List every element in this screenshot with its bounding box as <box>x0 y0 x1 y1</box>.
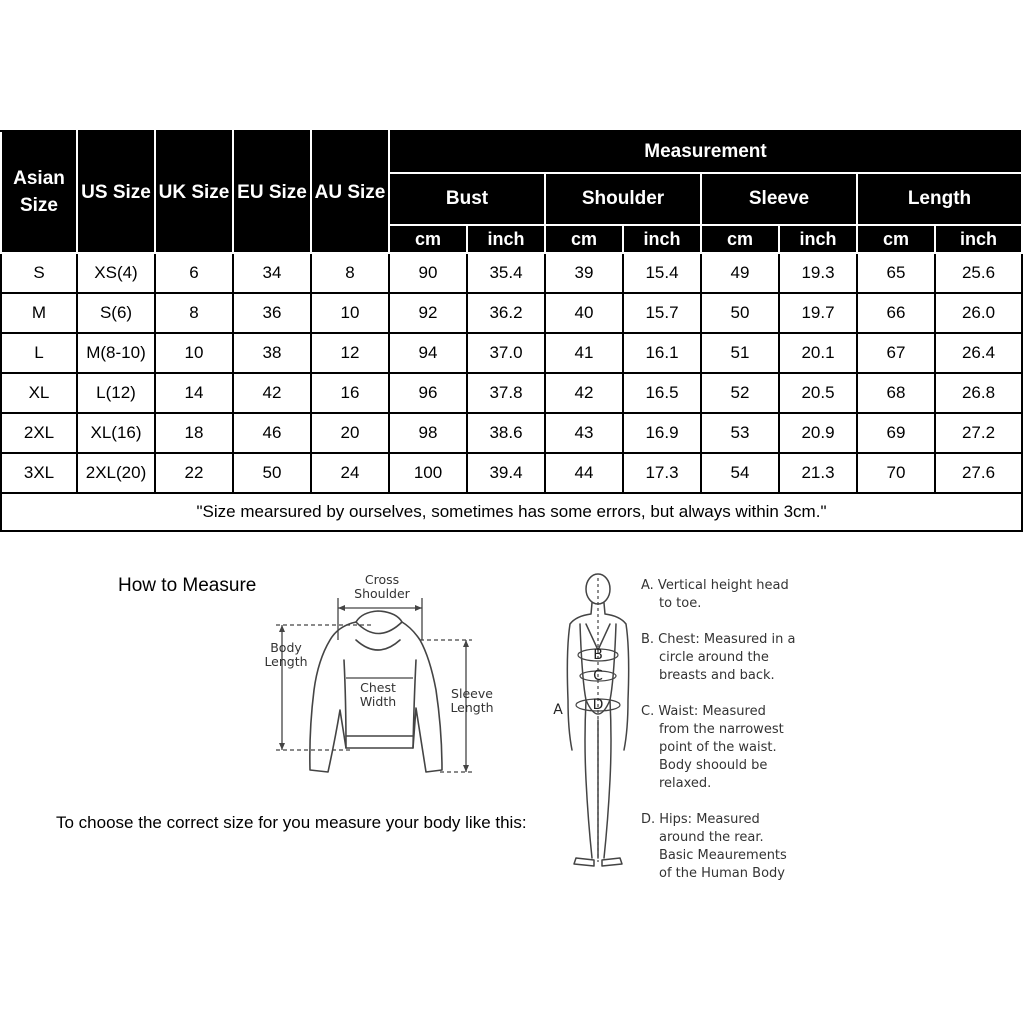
note-d <box>641 811 787 883</box>
table-cell: 15.7 <box>623 293 701 333</box>
table-cell: XL(16) <box>77 413 155 453</box>
table-cell: XL <box>1 373 77 413</box>
table-cell: 19.7 <box>779 293 857 333</box>
label-chest-width: Chest Width <box>359 680 397 709</box>
note-b-line: B. Chest: Measured in a <box>641 632 796 647</box>
table-cell: 38 <box>233 333 311 373</box>
table-cell: 8 <box>155 293 233 333</box>
table-cell: XS(4) <box>77 253 155 293</box>
table-cell: 92 <box>389 293 467 333</box>
note-c <box>641 703 784 793</box>
table-cell: 2XL(20) <box>77 453 155 493</box>
table-cell: 14 <box>155 373 233 413</box>
header-unit: inch <box>623 225 701 253</box>
header-unit: cm <box>545 225 623 253</box>
header-unit: cm <box>701 225 779 253</box>
table-cell: 20.9 <box>779 413 857 453</box>
header-eu-size: EU Size <box>233 131 311 253</box>
table-cell: 26.8 <box>935 373 1022 413</box>
table-cell: L <box>1 333 77 373</box>
table-cell: 6 <box>155 253 233 293</box>
table-cell: 36 <box>233 293 311 333</box>
label-sleeve-length: Sleeve Length <box>450 686 494 715</box>
table-cell: 21.3 <box>779 453 857 493</box>
table-cell: 27.6 <box>935 453 1022 493</box>
table-cell: 46 <box>233 413 311 453</box>
table-cell: 37.0 <box>467 333 545 373</box>
table-cell: 37.8 <box>467 373 545 413</box>
table-cell: 25.6 <box>935 253 1022 293</box>
table-cell: 16.1 <box>623 333 701 373</box>
table-cell: 100 <box>389 453 467 493</box>
table-cell: 10 <box>155 333 233 373</box>
table-note: "Size mearsured by ourselves, sometimes has some errors, but always within 3cm." <box>1 493 1022 531</box>
table-cell: 53 <box>701 413 779 453</box>
table-cell: L(12) <box>77 373 155 413</box>
table-cell: 26.0 <box>935 293 1022 333</box>
table-cell: 26.4 <box>935 333 1022 373</box>
table-cell: 8 <box>311 253 389 293</box>
note-c-line: C. Waist: Measured <box>641 704 766 719</box>
header-sleeve: Sleeve <box>701 173 857 225</box>
note-c-line: Body shoould be <box>659 758 768 773</box>
note-c-line: point of the waist. <box>659 740 777 755</box>
table-cell: 65 <box>857 253 935 293</box>
note-d-line: around the rear. <box>659 830 764 845</box>
note-d-line: D. Hips: Measured <box>641 812 760 827</box>
table-cell: 20.5 <box>779 373 857 413</box>
table-cell: S <box>1 253 77 293</box>
table-cell: 41 <box>545 333 623 373</box>
header-unit: inch <box>467 225 545 253</box>
table-cell: 27.2 <box>935 413 1022 453</box>
table-cell: 44 <box>545 453 623 493</box>
table-cell: 43 <box>545 413 623 453</box>
header-asian-size: Asian Size <box>1 131 77 253</box>
table-cell: 35.4 <box>467 253 545 293</box>
table-cell: 49 <box>701 253 779 293</box>
table-cell: 16.9 <box>623 413 701 453</box>
table-cell: 42 <box>545 373 623 413</box>
table-cell: 51 <box>701 333 779 373</box>
header-us-size: US Size <box>77 131 155 253</box>
marker-b: B <box>593 647 603 663</box>
table-cell: 18 <box>155 413 233 453</box>
table-cell: 34 <box>233 253 311 293</box>
marker-a: A <box>553 702 563 718</box>
table-cell: 10 <box>311 293 389 333</box>
table-cell: 22 <box>155 453 233 493</box>
table-cell: 70 <box>857 453 935 493</box>
table-cell: 52 <box>701 373 779 413</box>
table-cell: 17.3 <box>623 453 701 493</box>
header-shoulder: Shoulder <box>545 173 701 225</box>
header-au-size: AU Size <box>311 131 389 253</box>
how-to-measure-title: How to Measure <box>118 575 257 596</box>
note-a-line: A. Vertical height head <box>641 578 789 593</box>
table-cell: 69 <box>857 413 935 453</box>
table-cell: 50 <box>701 293 779 333</box>
note-a-line: to toe. <box>659 596 702 611</box>
table-cell: 98 <box>389 413 467 453</box>
table-cell: 54 <box>701 453 779 493</box>
table-cell: S(6) <box>77 293 155 333</box>
note-c-line: from the narrowest <box>659 722 784 737</box>
header-unit: cm <box>389 225 467 253</box>
table-cell: M(8-10) <box>77 333 155 373</box>
table-cell: 39 <box>545 253 623 293</box>
table-cell: 19.3 <box>779 253 857 293</box>
header-uk-size: UK Size <box>155 131 233 253</box>
marker-d: D <box>592 697 604 713</box>
note-a <box>641 577 789 613</box>
note-d-line: of the Human Body <box>659 866 785 881</box>
header-measurement: Measurement <box>389 131 1022 173</box>
table-cell: 67 <box>857 333 935 373</box>
table-cell: 38.6 <box>467 413 545 453</box>
header-unit: inch <box>779 225 857 253</box>
table-cell: 16.5 <box>623 373 701 413</box>
table-cell: 42 <box>233 373 311 413</box>
table-cell: 36.2 <box>467 293 545 333</box>
table-cell: 40 <box>545 293 623 333</box>
table-cell: 96 <box>389 373 467 413</box>
table-cell: 15.4 <box>623 253 701 293</box>
table-cell: 90 <box>389 253 467 293</box>
note-b-line: breasts and back. <box>659 668 775 683</box>
table-cell: 20 <box>311 413 389 453</box>
measure-instruction: To choose the correct size for you measure your body like this: <box>56 813 527 832</box>
table-cell: 39.4 <box>467 453 545 493</box>
table-cell: 16 <box>311 373 389 413</box>
table-cell: 68 <box>857 373 935 413</box>
header-length: Length <box>857 173 1022 225</box>
note-d-line: Basic Meaurements <box>659 848 787 863</box>
note-b-line: circle around the <box>659 650 769 665</box>
label-cross-shoulder: Cross Shoulder <box>354 572 410 601</box>
header-bust: Bust <box>389 173 545 225</box>
table-cell: 12 <box>311 333 389 373</box>
table-cell: M <box>1 293 77 333</box>
table-cell: 3XL <box>1 453 77 493</box>
table-cell: 2XL <box>1 413 77 453</box>
header-unit: cm <box>857 225 935 253</box>
table-cell: 50 <box>233 453 311 493</box>
label-body-length: Body Length <box>264 640 308 669</box>
table-cell: 94 <box>389 333 467 373</box>
header-unit: inch <box>935 225 1022 253</box>
marker-c: C <box>593 668 603 684</box>
table-cell: 20.1 <box>779 333 857 373</box>
table-cell: 66 <box>857 293 935 333</box>
note-c-line: relaxed. <box>659 776 712 791</box>
table-cell: 24 <box>311 453 389 493</box>
note-b <box>641 631 795 685</box>
